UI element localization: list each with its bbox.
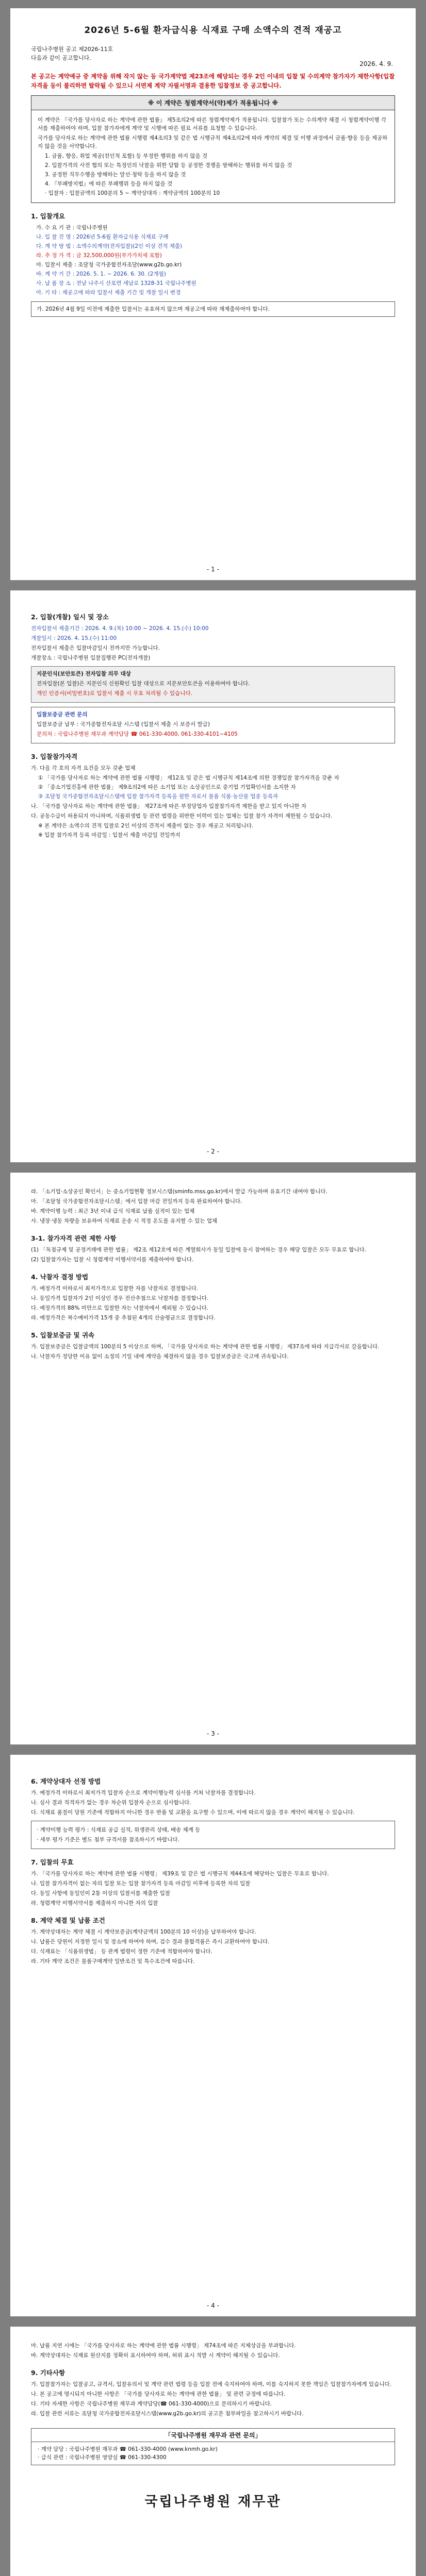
deposit-box-head: 입찰보증금 관련 문의 [37, 711, 88, 718]
overview-row: 다. 계 약 방 법 : 소액수의계약(전자입찰)(2인 이상 견적 제출) [36, 243, 183, 249]
invalid-line: 다. 동일 사항에 동일인이 2통 이상의 입찰서를 제출한 입찰 [31, 1890, 171, 1896]
eligibility-note: ※ 본 계약은 소액수의 견적 입찰로 2인 이상의 견적서 제출이 없는 경우 재공고 처리됩니다. [38, 823, 254, 829]
page-title: 2026년 5-6월 환자급식용 식재료 구매 소액수의 견적 재공고 [84, 25, 342, 36]
section-2-heading: 2. 입찰(개찰) 일시 및 장소 [31, 613, 109, 621]
misc-line: 라. 입찰 관련 서류는 조달청 국가종합전자조달시스템(www.g2b.go.kr)의 공고문 첨부파일을 참고하시기 바랍니다. [31, 2411, 304, 2417]
overview-row: 가. 수 요 기 관 : 국립나주병원 [36, 225, 108, 231]
section-3-heading: 3. 입찰참가자격 [31, 753, 78, 760]
deposit-rule-line: 가. 입찰보증금은 입찰금액의 100분의 5 이상으로 하며, 「국가를 당사자로 하는 계약에 관한 법률 시행령」 제37조에 따라 지급각서로 갈음합니다. [31, 1344, 380, 1350]
section-3-1-heading: 3-1. 참가자격 관련 제한 사항 [31, 1234, 117, 1242]
integrity-line: 이 계약은 『국가를 당사자로 하는 계약에 관한 법률』 제5조의2에 따른 청렴계약제가 적용됩니다. 입찰참가 또는 수의계약 체결 시 청렴계약이행 각서를 제출하여야 하며, 입찰 참가자에게 계약 및 시행에 따른 필요 서류를 요청할 수 있습니다. [38, 117, 386, 131]
eligibility-extra: 바. 계약이행 능력 : 최근 3년 이내 급식 식재료 납품 실적이 있는 업체 [31, 1208, 195, 1214]
overview-row: 마. 입찰서 제출 : 조달청 국가종합전자조달(www.g2b.go.kr) [36, 262, 182, 268]
fingerprint-box [31, 666, 395, 703]
award-line: 라. 예정가격은 복수예비가격 15개 중 추첨된 4개의 산술평균으로 결정합니다. [31, 1315, 216, 1321]
page-1 [10, 8, 416, 580]
notice-date: 2026. 4. 9. [359, 60, 393, 67]
fingerprint-box-head: 지문인식(보안토큰) 전자입찰 의무 대상 [37, 671, 131, 677]
integrity-line: 4. 『부패방지법』에 따른 부패행위 등을 하지 않을 것 [45, 181, 173, 187]
deposit-box [31, 707, 395, 743]
overview-row: 아. 기 타 : 재공고에 따라 입찰서 제출 기간 및 개찰 일시 변경 [36, 290, 181, 296]
section-1-heading: 1. 입찰개요 [31, 212, 65, 220]
eligibility-line: 가. 다음 각 호의 자격 요건을 모두 갖춘 업체 [31, 765, 136, 771]
page-number: - 3 - [207, 1730, 219, 1737]
eligibility-extra: 라. 「소기업·소상공인 확인서」는 중소기업현황 정보시스템(sminfo.mss.go.kr)에서 발급 가능하며 유효기간 내여야 합니다. [31, 1189, 327, 1195]
contract-line: 라. 기타 계약 조건은 물품구매계약 일반조건 및 특수조건에 따릅니다. [31, 1958, 195, 1964]
integrity-line: 1. 금품, 향응, 취업 제공(친인척 포함) 등 부정한 행위를 하지 않을 것 [45, 153, 208, 159]
award-line: 가. 예정가격 이하로서 최저가격으로 입찰한 자를 낙찰자로 결정합니다. [31, 1285, 199, 1292]
schedule-line: 개찰장소 : 국립나주병원 입찰집행관 PC(전자개찰) [31, 655, 151, 661]
deposit-line: 입찰보증금 납부 : 국가종합전자조달 시스템 (입찰서 제출 시 보증서 발급) [37, 721, 210, 727]
selection-box [31, 1821, 395, 1849]
overview-row: 바. 계 약 기 간 : 2026. 5. 1. ~ 2026. 6. 30. (2개월) [36, 271, 166, 277]
integrity-line: 3. 공정한 직무수행을 방해하는 알선·청탁 등을 하지 않을 것 [45, 172, 186, 178]
contact-box-body [31, 2442, 395, 2465]
overview-row: 라. 추 정 가 격 : 금 32,500,000원(부가가치세 포함) [36, 252, 162, 259]
page-4 [10, 1755, 416, 2316]
contract-extra: 바. 계약상대자는 식재료 원산지를 정확히 표시하여야 하며, 허위 표시 적발 시 계약이 해지될 수 있습니다. [31, 2352, 280, 2359]
schedule-line: 전자입찰서 제출은 입찰마감일시 전까지만 가능합니다. [31, 645, 160, 651]
invalid-line: 라. 청렴계약 이행서약서를 제출하지 아니한 자의 입찰 [31, 1900, 158, 1906]
warning-notice: 본 공고는 계약예규 중 계약을 위해 작지 않는 등 국가계약법 제23조에 해당되는 경우 2인 이내의 입찰 및 수의계약 참가자가 제한사항(입찰자격을 등이 불리하면 탈락될 수 있으니 서면제 계약 자필서명과 결용한 입찰정보 중 공고합니다. [31, 73, 395, 89]
schedule-line: 개찰일시 : 2026. 4. 15.(수) 11:00 [31, 635, 117, 641]
contract-line: 가. 계약상대자는 계약 체결 시 계약보증금(계약금액의 100분의 10 이상)을 납부하여야 합니다. [31, 1929, 256, 1935]
issuer-signature: 국립나주병원 재무관 [144, 2494, 282, 2510]
misc-line: 가. 입찰참가자는 입찰공고, 규격서, 입찰유의서 및 계약 관련 법령 등을 입찰 전에 숙지하여야 하며, 이를 숙지하지 못한 책임은 입찰참가자에게 있습니다. [31, 2381, 391, 2387]
contact-box [31, 2428, 395, 2465]
overview-row: 사. 납 품 장 소 : 전남 나주시 산포면 세남로 1328-31 국립나주병원 [36, 280, 196, 286]
contract-line: 나. 납품은 당원이 지정한 일시 및 장소에 하여야 하며, 검수 결과 불합격품은 즉시 교환하여야 합니다. [31, 1939, 270, 1945]
contact-box-head: 「국립나주병원 재무과 관련 문의」 [31, 2429, 395, 2442]
contract-extra: 마. 납품 지연 시에는 「국가를 당사자로 하는 계약에 관한 법률 시행령」 제74조에 따른 지체상금을 부과합니다. [31, 2343, 296, 2349]
schedule-line: 전자입찰서 제출기간 : 2026. 4. 9.(목) 10:00 ~ 2026. 4. 15.(수) 10:00 [31, 625, 209, 632]
invalid-line: 나. 입찰 참가자격이 없는 자의 입찰 또는 입찰 참가자격 등록 마감일 이후에 등록한 자의 입찰 [31, 1880, 251, 1887]
award-line: 다. 예정가격의 88% 미만으로 입찰한 자는 낙찰자에서 제외될 수 있습니다. [31, 1305, 209, 1311]
page-number: - 1 - [207, 566, 219, 573]
selection-box-line: · 세부 평가 기준은 별도 첨부 규격서를 참조하시기 바랍니다. [37, 1837, 179, 1843]
misc-line: 다. 기타 자세한 사항은 국립나주병원 재무과 계약담당(☎ 061-330-4000)으로 문의하시기 바랍니다. [31, 2401, 272, 2407]
eligibility-line: ① 「국가를 당사자로 하는 계약에 관한 법률 시행령」 제12조 및 같은 법 시행규칙 제14조에 의한 경쟁입찰 참가자격을 갖춘 자 [38, 775, 339, 781]
contract-line: 다. 식재료는 「식품위생법」 등 관계 법령이 정한 기준에 적합하여야 합니다. [31, 1948, 212, 1955]
integrity-line: · 입찰자 : 입찰금액의 100분의 5 ~ 계약상대자 : 계약금액의 100분의 10 [45, 190, 220, 196]
section-7-heading: 7. 입찰의 무효 [31, 1858, 74, 1866]
eligibility-line: ③ 조달청 국가종합전자조달시스템에 입찰 참가자격 등록을 필한 자로서 물품 식품·농산물 업종 등록자 [38, 793, 278, 800]
eligibility-extra: 사. 냉장·냉동 차량을 보유하여 식재료 운송 시 적정 온도를 유지할 수 있는 업체 [31, 1218, 218, 1224]
integrity-box [31, 95, 395, 203]
misc-line: 나. 본 공고에 명시되지 아니한 사항은 「국가를 당사자로 하는 계약에 관한 법률」 및 관련 규정에 따릅니다. [31, 2391, 286, 2397]
page-3 [10, 1173, 416, 1744]
contact-line: · 계약 담당 : 국립나주병원 재무과 ☎ 061-330-4000 (www.knmh.go.kr) [38, 2446, 218, 2452]
selection-line: 나. 심사 결과 적격자가 없는 경우 차순위 입찰자 순으로 심사합니다. [31, 1800, 191, 1806]
fingerprint-line: 개인 인증서(비밀번호)로 입찰서 제출 시 무효 처리될 수 있습니다. [37, 690, 192, 697]
notice-number: 국립나주병원 공고 제2026-11호 [31, 46, 113, 53]
page-number: - 4 - [207, 2302, 219, 2309]
integrity-box-body [31, 110, 395, 202]
contact-line: · 급식 관련 : 국립나주병원 영양실 ☎ 061-330-4300 [38, 2454, 167, 2461]
eligibility-note: ※ 입찰 참가자격 등록 마감일 : 입찰서 제출 마감일 전일까지 [38, 832, 181, 838]
invalid-line: 가. 「국가를 당사자로 하는 계약에 관한 법률 시행령」 제39조 및 같은 법 시행규칙 제44조에 해당하는 입찰은 무효로 합니다. [31, 1871, 329, 1877]
section-4-heading: 4. 낙찰자 결정 방법 [31, 1273, 89, 1281]
page-5 [10, 2327, 416, 2576]
section-9-heading: 9. 기타사항 [31, 2369, 65, 2377]
deposit-rule-line: 나. 낙찰자가 정당한 이유 없이 소정의 기일 내에 계약을 체결하지 않을 경우 입찰보증금은 국고에 귀속됩니다. [31, 1353, 289, 1360]
selection-line: 가. 예정가격 이하로서 최저가격 입찰자 순으로 계약이행능력 심사를 거쳐 낙찰자를 결정합니다. [31, 1790, 256, 1796]
page-2 [10, 590, 416, 1162]
restriction-line: (1) 「독점규제 및 공정거래에 관한 법률」 제2조 제12호에 따른 계열회사가 동일 입찰에 동시 참여하는 경우 해당 입찰은 모두 무효로 합니다. [31, 1247, 367, 1253]
integrity-line: 국가를 당사자로 하는 계약에 관한 법률 시행령 제4조의3 및 같은 법 시행규칙 제4조의2에 따라 계약의 체결 및 이행 과정에서 금품·향응 등을 제공하지 않을 것을 서약합니다. [38, 135, 388, 149]
eligibility-line: 다. 공동수급이 허용되지 아니하며, 식품위생법 등 관련 법령을 위반한 이력이 있는 업체는 입찰 참가 자격이 제한될 수 있습니다. [31, 813, 333, 819]
eligibility-line: ② 「중소기업진흥에 관한 법률」 제9조의2에 따른 소기업 또는 소상공인으로 중기업 기업확인서를 소지한 자 [38, 784, 296, 790]
selection-line: 다. 식재료 품질이 당원 기준에 적합하지 아니한 경우 반품 및 교환을 요구할 수 있으며, 이에 따르지 않을 경우 계약이 해지될 수 있습니다. [31, 1809, 355, 1816]
eligibility-line: 나. 「국가를 당사자로 하는 계약에 관한 법률」 제27조에 따른 부정당업자 입찰참가자격 제한을 받고 있지 아니한 자 [31, 803, 307, 809]
section-5-heading: 5. 입찰보증금 및 귀속 [31, 1331, 95, 1339]
section-8-heading: 8. 계약 체결 및 납품 조건 [31, 1917, 105, 1924]
page-number: - 2 - [207, 1148, 219, 1155]
eligibility-extra: 마. 「조달청 국가종합전자조달시스템」에서 입찰 마감 전일까지 등록 완료하여야 합니다. [31, 1198, 242, 1205]
section-6-heading: 6. 계약상대자 선정 방법 [31, 1777, 101, 1785]
fingerprint-line: 전자입찰(본 입찰)은 지문인식 신원확인 입찰 대상으로 지문보안토큰을 이용하여야 합니다. [37, 681, 250, 687]
overview-row: 나. 입 찰 건 명 : 2026년 5-6월 환자급식용 식재료 구매 [36, 234, 169, 240]
integrity-line: 2. 입찰가격의 사전 협의 또는 특정인의 낙찰을 위한 담합 등 공정한 경쟁을 방해하는 행위를 하지 않을 것 [45, 162, 292, 168]
integrity-box-head: ※ 이 계약은 청렴계약서(약)제가 적용됩니다 ※ [31, 96, 395, 110]
restriction-line: (2) 입찰참가자는 입찰 시 청렴계약 이행서약서를 제출하여야 합니다. [31, 1257, 194, 1263]
award-line: 나. 동일가격 입찰자가 2인 이상인 경우 전산추첨으로 낙찰자를 결정합니다. [31, 1295, 209, 1301]
notice-intro: 다음과 같이 공고합니다. [31, 55, 91, 61]
selection-box-line: · 계약이행 능력 평가 : 식재료 공급 실적, 위생관리 상태, 배송 체계 등 [37, 1827, 201, 1833]
overview-note: 가. 2026년 4월 9일 이전에 제출한 입찰서는 유효하지 않으며 재공고에 따라 재제출하여야 합니다. [31, 301, 395, 317]
deposit-line: 문의처 : 국립나주병원 재무과 계약담당 ☎ 061-330-4000, 061-330-4101~4105 [37, 731, 238, 737]
